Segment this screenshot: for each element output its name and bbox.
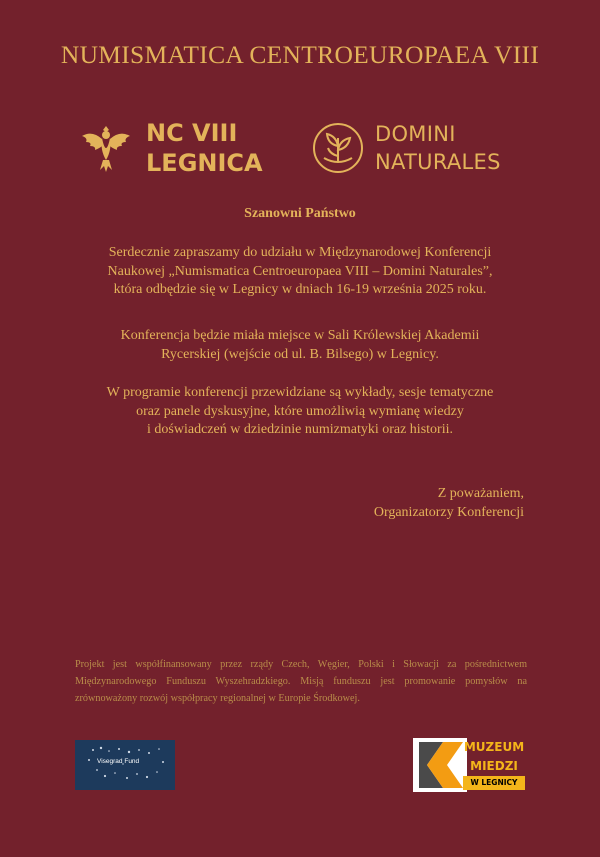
- paragraph-program: [60, 384, 540, 440]
- leaf-circle-icon: [310, 120, 366, 176]
- nc-legnica-logo: [146, 118, 263, 178]
- domini-logo-line1: DOMINI: [375, 122, 456, 146]
- paragraph-invitation: [60, 244, 540, 300]
- paragraph-venue: [60, 327, 540, 364]
- domini-naturales-logo: [375, 120, 501, 176]
- greeting: Szanowni Państwo: [244, 206, 356, 221]
- nc-logo-line2: LEGNICA: [146, 149, 263, 177]
- paragraph-line: Serdecznie zapraszamy do udziału w Międzynarodowej Konferencji: [108, 245, 492, 260]
- funding-note: Projekt jest współfinansowany przez rządy Czech, Węgier, Polski i Słowacji za pośrednictwem Międzynarodowego Funduszu Wyszehradzkiego. Misją funduszu jest promowanie pomysłów na zrównoważony rozwój współpracy regionalnej w Europie Środkowej.: [75, 659, 527, 704]
- museum-line1: MUZEUM: [463, 740, 525, 754]
- paragraph-line: i doświadczeń w dziedzinie numizmatyki oraz historii.: [147, 422, 453, 437]
- visegrad-fund-logo: [75, 740, 175, 790]
- nc-logo-line1: NC VIII: [146, 119, 238, 147]
- museum-line3: W LEGNICY: [463, 776, 525, 790]
- domini-logo-line2: NATURALES: [375, 150, 501, 174]
- museum-wordmark: [463, 738, 525, 792]
- paragraph-line: Rycerskiej (wejście od ul. B. Bilsego) w Legnicy.: [161, 346, 439, 362]
- closing-line1: Z poważaniem,: [437, 486, 524, 501]
- eagle-icon: [78, 120, 134, 176]
- visegrad-label: Visegrad Fund: [97, 758, 140, 765]
- museum-logo: [413, 738, 525, 792]
- paragraph-line: która odbędzie się w Legnicy w dniach 16-19 września 2025 roku.: [113, 282, 487, 297]
- star-dots-icon: [75, 740, 175, 790]
- paragraph-line: W programie konferencji przewidziane są wykłady, sesje tematyczne: [106, 385, 494, 400]
- closing-signature: [374, 484, 524, 522]
- museum-mark-icon: [413, 738, 467, 792]
- closing-line2: Organizatorzy Konferencji: [373, 505, 524, 520]
- museum-line2: MIEDZI: [470, 759, 518, 773]
- paragraph-line: oraz panele dyskusyjne, które umożliwią wymianę wiedzy: [136, 403, 464, 419]
- logo-row: [0, 118, 600, 180]
- page-title: NUMISMATICA CENTROEUROPAEA VIII: [60, 40, 540, 69]
- paragraph-line: Konferencja będzie miała miejsce w Sali Królewskiej Akademii: [120, 328, 480, 343]
- paragraph-line: Naukowej „Numismatica Centroeuropaea VIII – Domini Naturales”,: [107, 263, 493, 279]
